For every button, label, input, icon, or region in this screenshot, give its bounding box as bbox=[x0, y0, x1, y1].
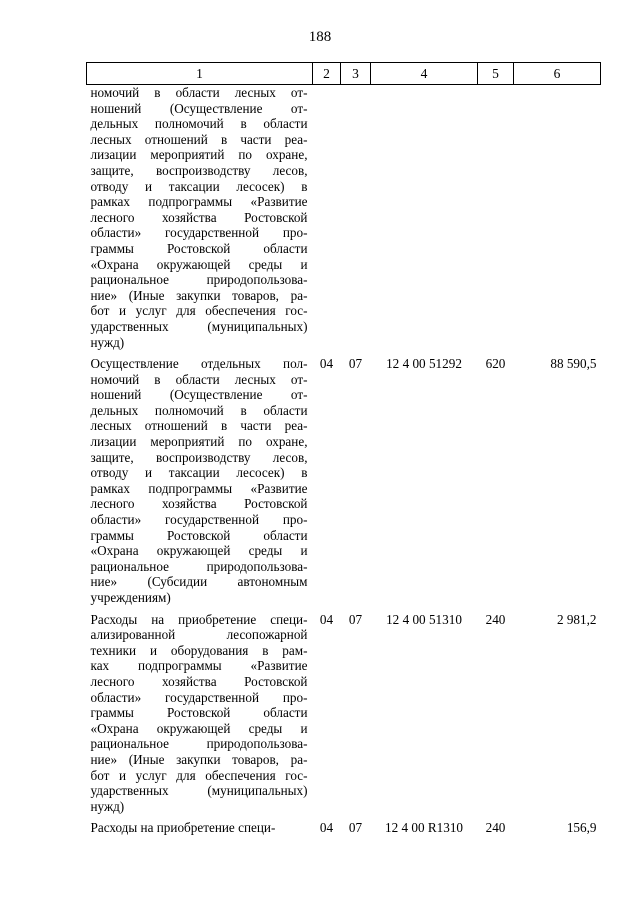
row-target-article: 12 4 00 51310 bbox=[386, 611, 462, 627]
page-number: 188 bbox=[308, 29, 332, 45]
description-line: лесных отношений в части реа- bbox=[90, 418, 308, 434]
row-expense-type: 240 bbox=[485, 820, 506, 836]
description-line: лизации мероприятий по охране, bbox=[90, 434, 308, 450]
description-line: рациональное природопользова- bbox=[90, 736, 308, 752]
description-line: ках подпрограммы «Развитие bbox=[90, 658, 308, 674]
row-subsection-code: 07 bbox=[348, 356, 363, 372]
description-line: нужд) bbox=[90, 798, 125, 814]
row-section-code: 04 bbox=[319, 356, 334, 372]
description-line: рамках подпрограммы «Развитие bbox=[90, 194, 308, 210]
description-line: «Охрана окружающей среды и bbox=[90, 543, 308, 559]
description-line: лесного хозяйства Ростовской bbox=[90, 496, 308, 512]
header-col-5: 5 bbox=[478, 63, 514, 85]
row-amount: 2 981,2 bbox=[556, 611, 597, 627]
description-line: техники и оборудования в рам- bbox=[90, 642, 308, 658]
description-line: рамках подпрограммы «Развитие bbox=[90, 480, 308, 496]
description-line: граммы Ростовской области bbox=[90, 240, 308, 256]
table-header bbox=[87, 63, 601, 85]
table-row bbox=[87, 85, 601, 351]
table-row bbox=[87, 606, 601, 815]
row-description bbox=[87, 606, 313, 815]
description-line: лизации мероприятий по охране, bbox=[90, 147, 308, 163]
description-line: лесных отношений в части реа- bbox=[90, 131, 308, 147]
description-line: ударственных (муниципальных) bbox=[90, 783, 308, 799]
description-line: Осуществление отдельных пол- bbox=[90, 356, 308, 372]
description-line: Расходы на приобретение специ- bbox=[90, 611, 308, 627]
row-subsection-code bbox=[341, 85, 371, 351]
row-description bbox=[87, 85, 313, 351]
description-line: лесного хозяйства Ростовской bbox=[90, 209, 308, 225]
description-line: номочий в области лесных от- bbox=[90, 85, 308, 100]
description-line: дельных полномочий в области bbox=[90, 116, 308, 132]
description-line: области» государственной про- bbox=[90, 225, 308, 241]
description-line: бот и услуг для обеспечения гос- bbox=[90, 767, 308, 783]
row-section-code bbox=[313, 85, 341, 351]
row-section-code: 04 bbox=[319, 820, 334, 836]
header-col-2: 2 bbox=[313, 63, 341, 85]
description-line: номочий в области лесных от- bbox=[90, 371, 308, 387]
row-subsection-code: 07 bbox=[348, 820, 363, 836]
row-description bbox=[87, 814, 313, 836]
description-line: отводу и таксации лесосек) в bbox=[90, 465, 308, 481]
description-line: ние» (Иные закупки товаров, ра- bbox=[90, 287, 308, 303]
row-description bbox=[87, 350, 313, 606]
description-line: ударственных (муниципальных) bbox=[90, 318, 308, 334]
row-expense-type bbox=[478, 85, 514, 351]
row-target-article: 12 4 00 R1310 bbox=[384, 820, 464, 836]
header-col-1: 1 bbox=[87, 63, 313, 85]
table-row bbox=[87, 814, 601, 836]
row-section-code: 04 bbox=[319, 611, 334, 627]
description-line: граммы Ростовской области bbox=[90, 527, 308, 543]
row-target-article: 12 4 00 51292 bbox=[386, 356, 462, 372]
row-amount: 88 590,5 bbox=[550, 356, 597, 372]
description-line: ношений (Осуществление от- bbox=[90, 387, 308, 403]
description-line: граммы Ростовской области bbox=[90, 705, 308, 721]
description-line: лесного хозяйства Ростовской bbox=[90, 673, 308, 689]
description-line: области» государственной про- bbox=[90, 512, 308, 528]
description-line: ношений (Осуществление от- bbox=[90, 100, 308, 116]
description-line: ние» (Иные закупки товаров, ра- bbox=[90, 751, 308, 767]
description-line: Расходы на приобретение специ- bbox=[90, 820, 276, 836]
description-line: защите, воспроизводству лесов, bbox=[90, 449, 308, 465]
description-line: рациональное природопользова- bbox=[90, 558, 308, 574]
description-line: защите, воспроизводству лесов, bbox=[90, 162, 308, 178]
header-row bbox=[87, 63, 601, 85]
description-line: ние» (Субсидии автономным bbox=[90, 574, 308, 590]
description-line: нужд) bbox=[90, 334, 125, 350]
header-col-3: 3 bbox=[341, 63, 371, 85]
description-line: ализированной лесопожарной bbox=[90, 627, 308, 643]
header-col-6: 6 bbox=[514, 63, 601, 85]
row-expense-type: 620 bbox=[485, 356, 506, 372]
description-line: учреждениям) bbox=[90, 590, 171, 605]
row-amount bbox=[514, 85, 601, 351]
description-line: отводу и таксации лесосек) в bbox=[90, 178, 308, 194]
table-body bbox=[87, 85, 601, 836]
description-line: бот и услуг для обеспечения гос- bbox=[90, 303, 308, 319]
description-line: рациональное природопользова- bbox=[90, 272, 308, 288]
row-subsection-code: 07 bbox=[348, 611, 363, 627]
description-line: «Охрана окружающей среды и bbox=[90, 256, 308, 272]
budget-table bbox=[86, 62, 601, 836]
description-line: области» государственной про- bbox=[90, 689, 308, 705]
table-row bbox=[87, 350, 601, 606]
row-target-article bbox=[371, 85, 478, 351]
row-expense-type: 240 bbox=[485, 611, 506, 627]
header-col-4: 4 bbox=[371, 63, 478, 85]
row-amount: 156,9 bbox=[566, 820, 597, 836]
description-line: «Охрана окружающей среды и bbox=[90, 720, 308, 736]
description-line: дельных полномочий в области bbox=[90, 402, 308, 418]
